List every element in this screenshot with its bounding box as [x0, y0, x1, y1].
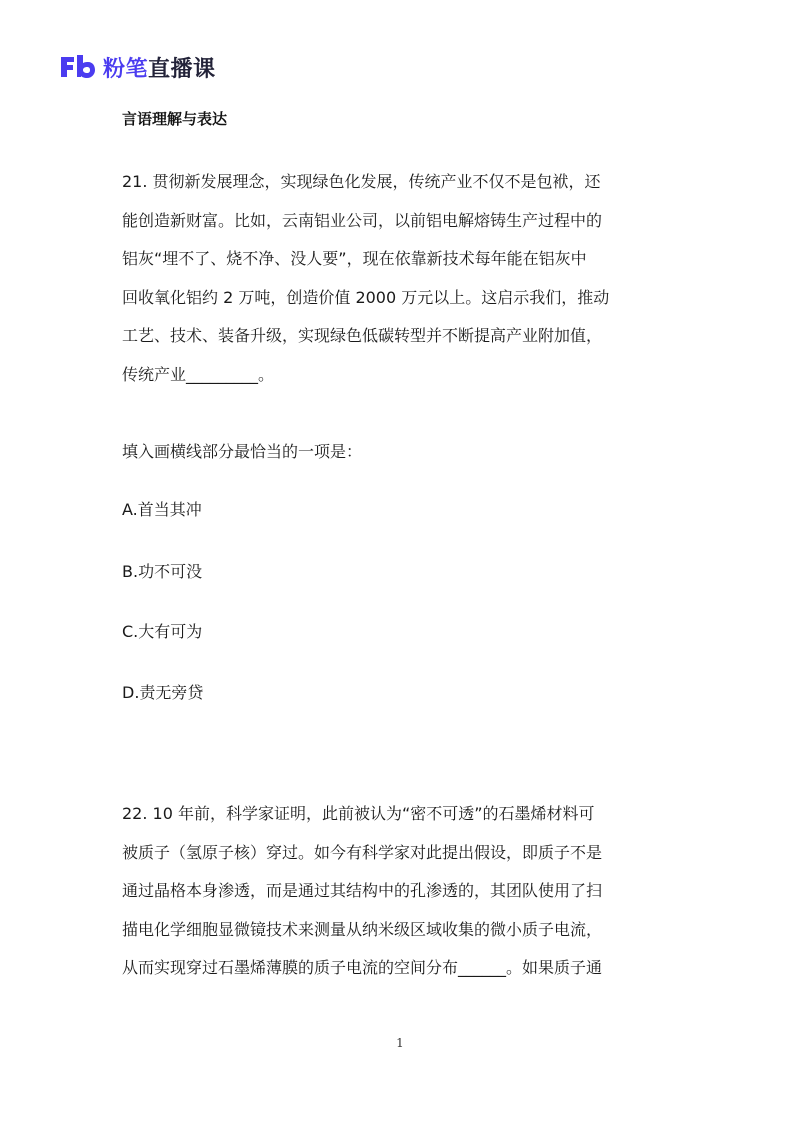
brand-name — [103, 52, 216, 83]
question-21-prompt-text: 填入画横线部分最恰当的一项是： — [122, 442, 363, 461]
question-21-line: 工艺、技术、装备升级，实现绿色低碳转型并不断提高产业附加值， — [122, 326, 603, 345]
page-number: 1 — [396, 1036, 404, 1050]
question-21-line: 回收氧化铝约 2 万吨，创造价值 2000 万元以上。这启示我们，推动 — [122, 287, 610, 307]
question-21-line: 传统产业_________。 — [122, 364, 275, 384]
section-title: 言语理解与表达 — [122, 110, 228, 128]
question-21-line: 能创造新财富。比如，云南铝业公司，以前铝电解熔铸生产过程中的 — [122, 210, 603, 230]
question-21-option-a: A.首当其冲 — [122, 500, 202, 519]
brand-logo — [57, 52, 216, 82]
brand-name-rest: 直播课 — [148, 56, 216, 82]
question-22-line: 22. 10 年前，科学家证明，此前被认为“密不可透”的石墨烯材料可 — [122, 804, 595, 823]
question-22-line: 从而实现穿过石墨烯薄膜的质子电流的空间分布______。如果质子通 — [122, 958, 603, 977]
question-22-line: 描电化学细胞显微镜技术来测量从纳米级区域收集的微小质子电流， — [122, 919, 603, 939]
question-21-line: 21. 贯彻新发展理念，实现绿色化发展，传统产业不仅不是包袱，还 — [122, 172, 601, 191]
question-21-prompt — [122, 433, 682, 472]
brand-name-accent: 粉笔 — [103, 56, 149, 82]
question-22-line: 被质子（氢原子核）穿过。如今有科学家对此提出假设，即质子不是 — [122, 842, 603, 862]
question-21-stem — [122, 163, 682, 394]
question-22-stem — [122, 795, 682, 988]
question-21-option-d: D.责无旁贷 — [122, 683, 204, 702]
question-21-option-b: B.功不可没 — [122, 562, 203, 581]
question-21-line: 铝灰“埋不了、烧不净、没人要”，现在依靠新技术每年能在铝灰中 — [122, 249, 587, 268]
question-22-line: 通过晶格本身渗透，而是通过其结构中的孔渗透的，其团队使用了扫 — [122, 881, 603, 900]
question-21-option-c: C.大有可为 — [122, 622, 203, 641]
fenbi-fb-logo-icon — [57, 53, 97, 81]
